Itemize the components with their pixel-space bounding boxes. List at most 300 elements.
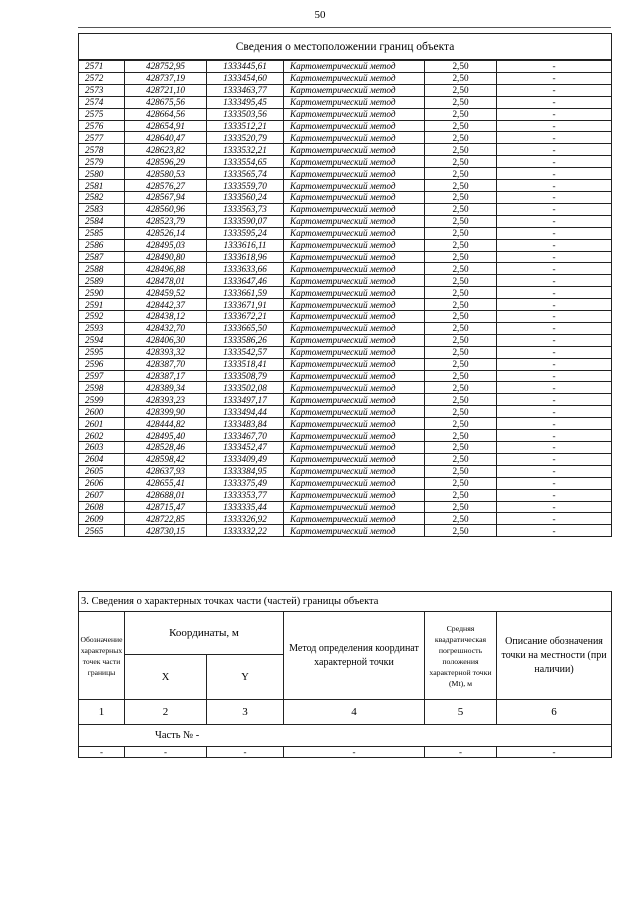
point-number: 2571 (79, 60, 125, 72)
point-number: 2592 (79, 311, 125, 323)
description: - (497, 203, 612, 215)
accuracy: 2,50 (425, 453, 497, 465)
y-coordinate: 1333502,08 (207, 382, 284, 394)
empty-cell: - (79, 747, 125, 758)
x-coordinate: 428752,95 (125, 60, 207, 72)
method: Картометрический метод (284, 156, 425, 168)
table-row (79, 251, 612, 263)
description: - (497, 394, 612, 406)
header-y: Y (207, 655, 284, 700)
point-number: 2584 (79, 215, 125, 227)
method: Картометрический метод (284, 513, 425, 525)
method: Картометрический метод (284, 299, 425, 311)
y-coordinate: 1333554,65 (207, 156, 284, 168)
y-coordinate: 1333503,56 (207, 108, 284, 120)
y-coordinate: 1333633,66 (207, 263, 284, 275)
method: Картометрический метод (284, 275, 425, 287)
accuracy: 2,50 (425, 501, 497, 513)
x-coordinate: 428560,96 (125, 203, 207, 215)
empty-cell: - (125, 747, 207, 758)
y-coordinate: 1333672,21 (207, 311, 284, 323)
page-number: 50 (314, 9, 326, 21)
x-coordinate: 428495,03 (125, 239, 207, 251)
point-number: 2587 (79, 251, 125, 263)
description: - (497, 334, 612, 346)
method: Картометрический метод (284, 60, 425, 72)
table-row (79, 513, 612, 525)
y-coordinate: 1333512,21 (207, 120, 284, 132)
y-coordinate: 1333586,26 (207, 334, 284, 346)
description: - (497, 322, 612, 334)
point-number: 2605 (79, 465, 125, 477)
description: - (497, 442, 612, 454)
description: - (497, 465, 612, 477)
table-row (79, 84, 612, 96)
part-label-cell (79, 725, 612, 747)
point-number: 2579 (79, 156, 125, 168)
accuracy: 2,50 (425, 203, 497, 215)
method: Картометрический метод (284, 418, 425, 430)
x-coordinate: 428387,70 (125, 358, 207, 370)
method: Картометрический метод (284, 72, 425, 84)
x-coordinate: 428715,47 (125, 501, 207, 513)
description: - (497, 430, 612, 442)
description: - (497, 382, 612, 394)
accuracy: 2,50 (425, 525, 497, 537)
table-row (79, 191, 612, 203)
description: - (497, 72, 612, 84)
point-number: 2583 (79, 203, 125, 215)
x-coordinate: 428399,90 (125, 406, 207, 418)
accuracy: 2,50 (425, 72, 497, 84)
table-row (79, 275, 612, 287)
x-coordinate: 428393,32 (125, 346, 207, 358)
x-coordinate: 428721,10 (125, 84, 207, 96)
point-number: 2574 (79, 96, 125, 108)
description: - (497, 311, 612, 323)
accuracy: 2,50 (425, 418, 497, 430)
point-number: 2593 (79, 322, 125, 334)
empty-cell: - (284, 747, 425, 758)
description: - (497, 275, 612, 287)
description: - (497, 84, 612, 96)
table-row (79, 311, 612, 323)
table-row (79, 108, 612, 120)
empty-cell: - (497, 747, 612, 758)
point-number: 2597 (79, 370, 125, 382)
method: Картометрический метод (284, 346, 425, 358)
description: - (497, 287, 612, 299)
table-row (79, 227, 612, 239)
method: Картометрический метод (284, 251, 425, 263)
table-row (79, 465, 612, 477)
header-divider (78, 27, 611, 28)
accuracy: 2,50 (425, 84, 497, 96)
part-label: Часть № - (155, 730, 200, 741)
description: - (497, 525, 612, 537)
point-number: 2599 (79, 394, 125, 406)
accuracy: 2,50 (425, 251, 497, 263)
column-number: 1 (79, 700, 125, 725)
y-coordinate: 1333353,77 (207, 489, 284, 501)
table-row (79, 132, 612, 144)
description: - (497, 144, 612, 156)
table-row (79, 168, 612, 180)
column-number: 4 (284, 700, 425, 725)
header-designation: Обозначение характерных точек части границы (79, 612, 125, 700)
method: Картометрический метод (284, 239, 425, 251)
y-coordinate: 1333661,59 (207, 287, 284, 299)
accuracy: 2,50 (425, 275, 497, 287)
method: Картометрический метод (284, 465, 425, 477)
method: Картометрический метод (284, 477, 425, 489)
y-coordinate: 1333463,77 (207, 84, 284, 96)
accuracy: 2,50 (425, 406, 497, 418)
y-coordinate: 1333647,46 (207, 275, 284, 287)
header-accuracy: Средняя квадратическая погрешность положения характерной точки (Mt), м (425, 612, 497, 700)
description: - (497, 180, 612, 192)
y-coordinate: 1333560,24 (207, 191, 284, 203)
y-coordinate: 1333483,84 (207, 418, 284, 430)
y-coordinate: 1333332,22 (207, 525, 284, 537)
x-coordinate: 428688,01 (125, 489, 207, 501)
table-row (79, 418, 612, 430)
point-number: 2586 (79, 239, 125, 251)
point-number: 2596 (79, 358, 125, 370)
y-coordinate: 1333326,92 (207, 513, 284, 525)
accuracy: 2,50 (425, 334, 497, 346)
column-number: 6 (497, 700, 612, 725)
table-row (79, 525, 612, 537)
method: Картометрический метод (284, 311, 425, 323)
header-method: Метод определения координат характерной точки (284, 612, 425, 700)
method: Картометрический метод (284, 287, 425, 299)
accuracy: 2,50 (425, 322, 497, 334)
x-coordinate: 428576,27 (125, 180, 207, 192)
method: Картометрический метод (284, 215, 425, 227)
method: Картометрический метод (284, 453, 425, 465)
description: - (497, 120, 612, 132)
x-coordinate: 428387,17 (125, 370, 207, 382)
x-coordinate: 428567,94 (125, 191, 207, 203)
table-row (79, 370, 612, 382)
table-row (79, 120, 612, 132)
accuracy: 2,50 (425, 513, 497, 525)
x-coordinate: 428596,29 (125, 156, 207, 168)
x-coordinate: 428459,52 (125, 287, 207, 299)
method: Картометрический метод (284, 358, 425, 370)
accuracy: 2,50 (425, 489, 497, 501)
section3-title: 3. Сведения о характерных точках части (частей) границы объекта (79, 592, 612, 612)
point-number: 2604 (79, 453, 125, 465)
method: Картометрический метод (284, 191, 425, 203)
point-number: 2603 (79, 442, 125, 454)
x-coordinate: 428675,56 (125, 96, 207, 108)
point-number: 2598 (79, 382, 125, 394)
y-coordinate: 1333497,17 (207, 394, 284, 406)
table-row (79, 453, 612, 465)
description: - (497, 501, 612, 513)
table-row (79, 203, 612, 215)
y-coordinate: 1333452,47 (207, 442, 284, 454)
x-coordinate: 428496,88 (125, 263, 207, 275)
method: Картометрический метод (284, 144, 425, 156)
description: - (497, 370, 612, 382)
x-coordinate: 428623,82 (125, 144, 207, 156)
accuracy: 2,50 (425, 60, 497, 72)
description: - (497, 191, 612, 203)
x-coordinate: 428737,19 (125, 72, 207, 84)
method: Картометрический метод (284, 406, 425, 418)
accuracy: 2,50 (425, 108, 497, 120)
y-coordinate: 1333375,49 (207, 477, 284, 489)
accuracy: 2,50 (425, 394, 497, 406)
x-coordinate: 428406,30 (125, 334, 207, 346)
accuracy: 2,50 (425, 477, 497, 489)
y-coordinate: 1333409,49 (207, 453, 284, 465)
description: - (497, 132, 612, 144)
x-coordinate: 428526,14 (125, 227, 207, 239)
description: - (497, 60, 612, 72)
table-row (79, 287, 612, 299)
table-row (79, 180, 612, 192)
table-row (79, 263, 612, 275)
table-row (79, 346, 612, 358)
method: Картометрический метод (284, 334, 425, 346)
accuracy: 2,50 (425, 144, 497, 156)
x-coordinate: 428438,12 (125, 311, 207, 323)
description: - (497, 251, 612, 263)
x-coordinate: 428655,41 (125, 477, 207, 489)
accuracy: 2,50 (425, 132, 497, 144)
y-coordinate: 1333445,61 (207, 60, 284, 72)
table-row (79, 477, 612, 489)
accuracy: 2,50 (425, 263, 497, 275)
point-number: 2582 (79, 191, 125, 203)
point-number: 2580 (79, 168, 125, 180)
method: Картометрический метод (284, 382, 425, 394)
description: - (497, 227, 612, 239)
table-row (79, 406, 612, 418)
point-number: 2591 (79, 299, 125, 311)
accuracy: 2,50 (425, 430, 497, 442)
description: - (497, 168, 612, 180)
method: Картометрический метод (284, 132, 425, 144)
table-row (79, 442, 612, 454)
point-number: 2588 (79, 263, 125, 275)
point-number: 2576 (79, 120, 125, 132)
y-coordinate: 1333616,11 (207, 239, 284, 251)
description: - (497, 346, 612, 358)
point-number: 2608 (79, 501, 125, 513)
method: Картометрический метод (284, 430, 425, 442)
header-description: Описание обозначения точки на местности (при наличии) (497, 612, 612, 700)
table-row (79, 501, 612, 513)
empty-cell: - (207, 747, 284, 758)
x-coordinate: 428478,01 (125, 275, 207, 287)
point-number: 2575 (79, 108, 125, 120)
description: - (497, 239, 612, 251)
description: - (497, 215, 612, 227)
table-row (79, 72, 612, 84)
x-coordinate: 428640,47 (125, 132, 207, 144)
accuracy: 2,50 (425, 180, 497, 192)
accuracy: 2,50 (425, 382, 497, 394)
y-coordinate: 1333518,41 (207, 358, 284, 370)
point-number: 2573 (79, 84, 125, 96)
accuracy: 2,50 (425, 120, 497, 132)
y-coordinate: 1333542,57 (207, 346, 284, 358)
point-number: 2601 (79, 418, 125, 430)
y-coordinate: 1333495,45 (207, 96, 284, 108)
column-number: 5 (425, 700, 497, 725)
y-coordinate: 1333559,70 (207, 180, 284, 192)
section3-table (78, 591, 612, 758)
x-coordinate: 428393,23 (125, 394, 207, 406)
y-coordinate: 1333563,73 (207, 203, 284, 215)
header-x: X (125, 655, 207, 700)
method: Картометрический метод (284, 84, 425, 96)
method: Картометрический метод (284, 96, 425, 108)
method: Картометрический метод (284, 263, 425, 275)
x-coordinate: 428490,80 (125, 251, 207, 263)
y-coordinate: 1333532,21 (207, 144, 284, 156)
x-coordinate: 428389,34 (125, 382, 207, 394)
y-coordinate: 1333520,79 (207, 132, 284, 144)
description: - (497, 453, 612, 465)
table-row (79, 358, 612, 370)
method: Картометрический метод (284, 501, 425, 513)
point-number: 2585 (79, 227, 125, 239)
accuracy: 2,50 (425, 191, 497, 203)
x-coordinate: 428523,79 (125, 215, 207, 227)
accuracy: 2,50 (425, 156, 497, 168)
x-coordinate: 428664,56 (125, 108, 207, 120)
x-coordinate: 428580,53 (125, 168, 207, 180)
y-coordinate: 1333671,91 (207, 299, 284, 311)
x-coordinate: 428442,37 (125, 299, 207, 311)
accuracy: 2,50 (425, 227, 497, 239)
x-coordinate: 428528,46 (125, 442, 207, 454)
point-number: 2607 (79, 489, 125, 501)
table-row (79, 394, 612, 406)
accuracy: 2,50 (425, 311, 497, 323)
empty-cell: - (425, 747, 497, 758)
x-coordinate: 428730,15 (125, 525, 207, 537)
description: - (497, 406, 612, 418)
table-row (79, 382, 612, 394)
y-coordinate: 1333618,96 (207, 251, 284, 263)
x-coordinate: 428444,82 (125, 418, 207, 430)
table-row (79, 430, 612, 442)
point-number: 2600 (79, 406, 125, 418)
table-row (79, 60, 612, 72)
method: Картометрический метод (284, 120, 425, 132)
y-coordinate: 1333595,24 (207, 227, 284, 239)
y-coordinate: 1333494,44 (207, 406, 284, 418)
x-coordinate: 428432,70 (125, 322, 207, 334)
table-row (79, 489, 612, 501)
table-row (79, 322, 612, 334)
x-coordinate: 428654,91 (125, 120, 207, 132)
accuracy: 2,50 (425, 96, 497, 108)
point-number: 2606 (79, 477, 125, 489)
description: - (497, 477, 612, 489)
x-coordinate: 428637,93 (125, 465, 207, 477)
y-coordinate: 1333565,74 (207, 168, 284, 180)
method: Картометрический метод (284, 370, 425, 382)
y-coordinate: 1333508,79 (207, 370, 284, 382)
x-coordinate: 428598,42 (125, 453, 207, 465)
y-coordinate: 1333467,70 (207, 430, 284, 442)
method: Картометрический метод (284, 489, 425, 501)
point-number: 2594 (79, 334, 125, 346)
point-number: 2581 (79, 180, 125, 192)
point-number: 2565 (79, 525, 125, 537)
y-coordinate: 1333590,07 (207, 215, 284, 227)
point-number: 2578 (79, 144, 125, 156)
method: Картометрический метод (284, 180, 425, 192)
column-number: 2 (125, 700, 207, 725)
point-number: 2609 (79, 513, 125, 525)
table-row (79, 144, 612, 156)
accuracy: 2,50 (425, 299, 497, 311)
method: Картометрический метод (284, 322, 425, 334)
y-coordinate: 1333454,60 (207, 72, 284, 84)
method: Картометрический метод (284, 227, 425, 239)
accuracy: 2,50 (425, 442, 497, 454)
accuracy: 2,50 (425, 358, 497, 370)
description: - (497, 156, 612, 168)
accuracy: 2,50 (425, 215, 497, 227)
coordinates-table (78, 33, 612, 537)
point-number: 2572 (79, 72, 125, 84)
y-coordinate: 1333335,44 (207, 501, 284, 513)
table-row (79, 299, 612, 311)
method: Картометрический метод (284, 108, 425, 120)
point-number: 2577 (79, 132, 125, 144)
description: - (497, 263, 612, 275)
column-number: 3 (207, 700, 284, 725)
accuracy: 2,50 (425, 287, 497, 299)
description: - (497, 418, 612, 430)
accuracy: 2,50 (425, 239, 497, 251)
description: - (497, 299, 612, 311)
table-row (79, 156, 612, 168)
description: - (497, 108, 612, 120)
accuracy: 2,50 (425, 346, 497, 358)
coordinates-table-title: Сведения о местоположении границ объекта (79, 34, 612, 61)
accuracy: 2,50 (425, 465, 497, 477)
x-coordinate: 428722,85 (125, 513, 207, 525)
point-number: 2589 (79, 275, 125, 287)
point-number: 2602 (79, 430, 125, 442)
method: Картометрический метод (284, 525, 425, 537)
table-row (79, 96, 612, 108)
table-row (79, 239, 612, 251)
x-coordinate: 428495,40 (125, 430, 207, 442)
point-number: 2595 (79, 346, 125, 358)
y-coordinate: 1333665,50 (207, 322, 284, 334)
method: Картометрический метод (284, 203, 425, 215)
description: - (497, 489, 612, 501)
y-coordinate: 1333384,95 (207, 465, 284, 477)
table-row (79, 334, 612, 346)
accuracy: 2,50 (425, 168, 497, 180)
method: Картометрический метод (284, 394, 425, 406)
description: - (497, 96, 612, 108)
method: Картометрический метод (284, 168, 425, 180)
